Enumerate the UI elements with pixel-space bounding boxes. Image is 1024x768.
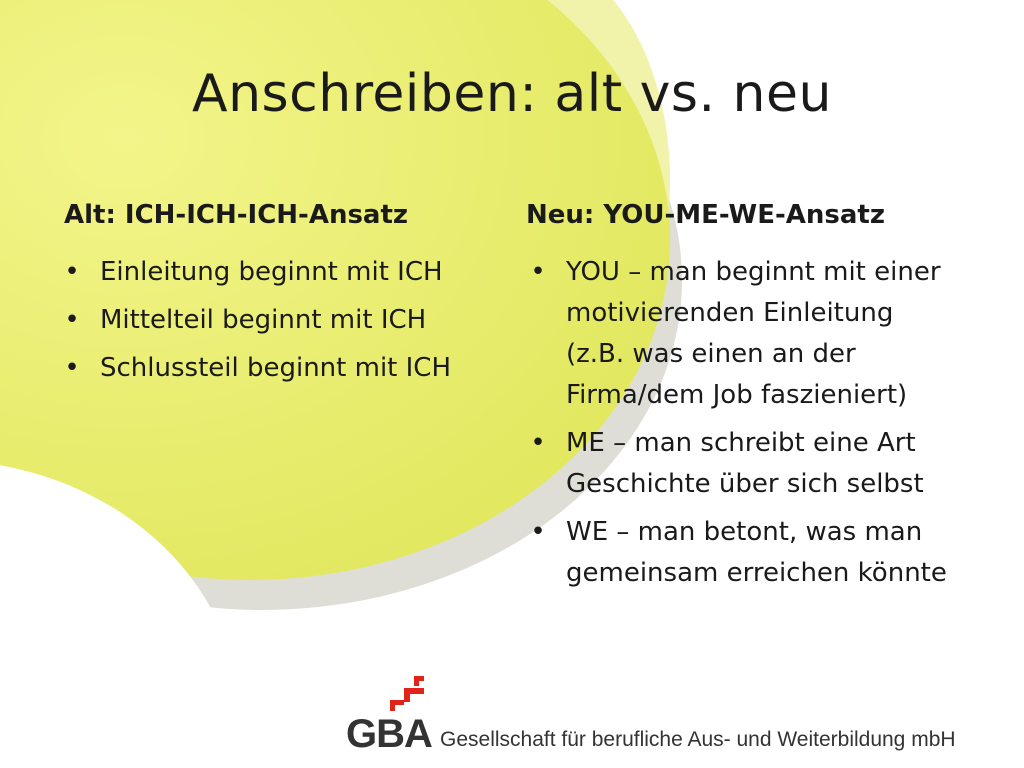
list-item: • WE – man betont, was man gemeinsam erreichen könnte — [528, 512, 958, 594]
list-item: • Einleitung beginnt mit ICH — [62, 252, 502, 293]
bullet-icon: • — [530, 428, 546, 458]
left-column-heading: Alt: ICH-ICH-ICH-Ansatz — [64, 200, 409, 230]
right-column-heading: Neu: YOU-ME-WE-Ansatz — [526, 200, 885, 230]
bullet-icon: • — [64, 353, 80, 383]
left-bullet-list — [62, 252, 502, 396]
right-bullet-list — [528, 252, 958, 601]
gba-logo-text: GBA — [346, 712, 432, 756]
list-item: • YOU – man beginnt mit einer motivierenden Einleitung (z.B. was einen an der Firma/dem Job faszieniert) — [528, 252, 958, 416]
bullet-icon: • — [530, 257, 546, 287]
bullet-icon: • — [530, 517, 546, 547]
bullet-icon: • — [64, 305, 80, 335]
list-item: • Schlussteil beginnt mit ICH — [62, 348, 502, 389]
company-name: Gesellschaft für berufliche Aus- und Weiterbildung mbH — [440, 728, 956, 751]
list-item: • ME – man schreibt eine Art Geschichte über sich selbst — [528, 423, 958, 505]
list-item: • Mittelteil beginnt mit ICH — [62, 300, 502, 341]
bullet-icon: • — [64, 257, 80, 287]
slide-title: Anschreiben: alt vs. neu — [192, 64, 832, 124]
